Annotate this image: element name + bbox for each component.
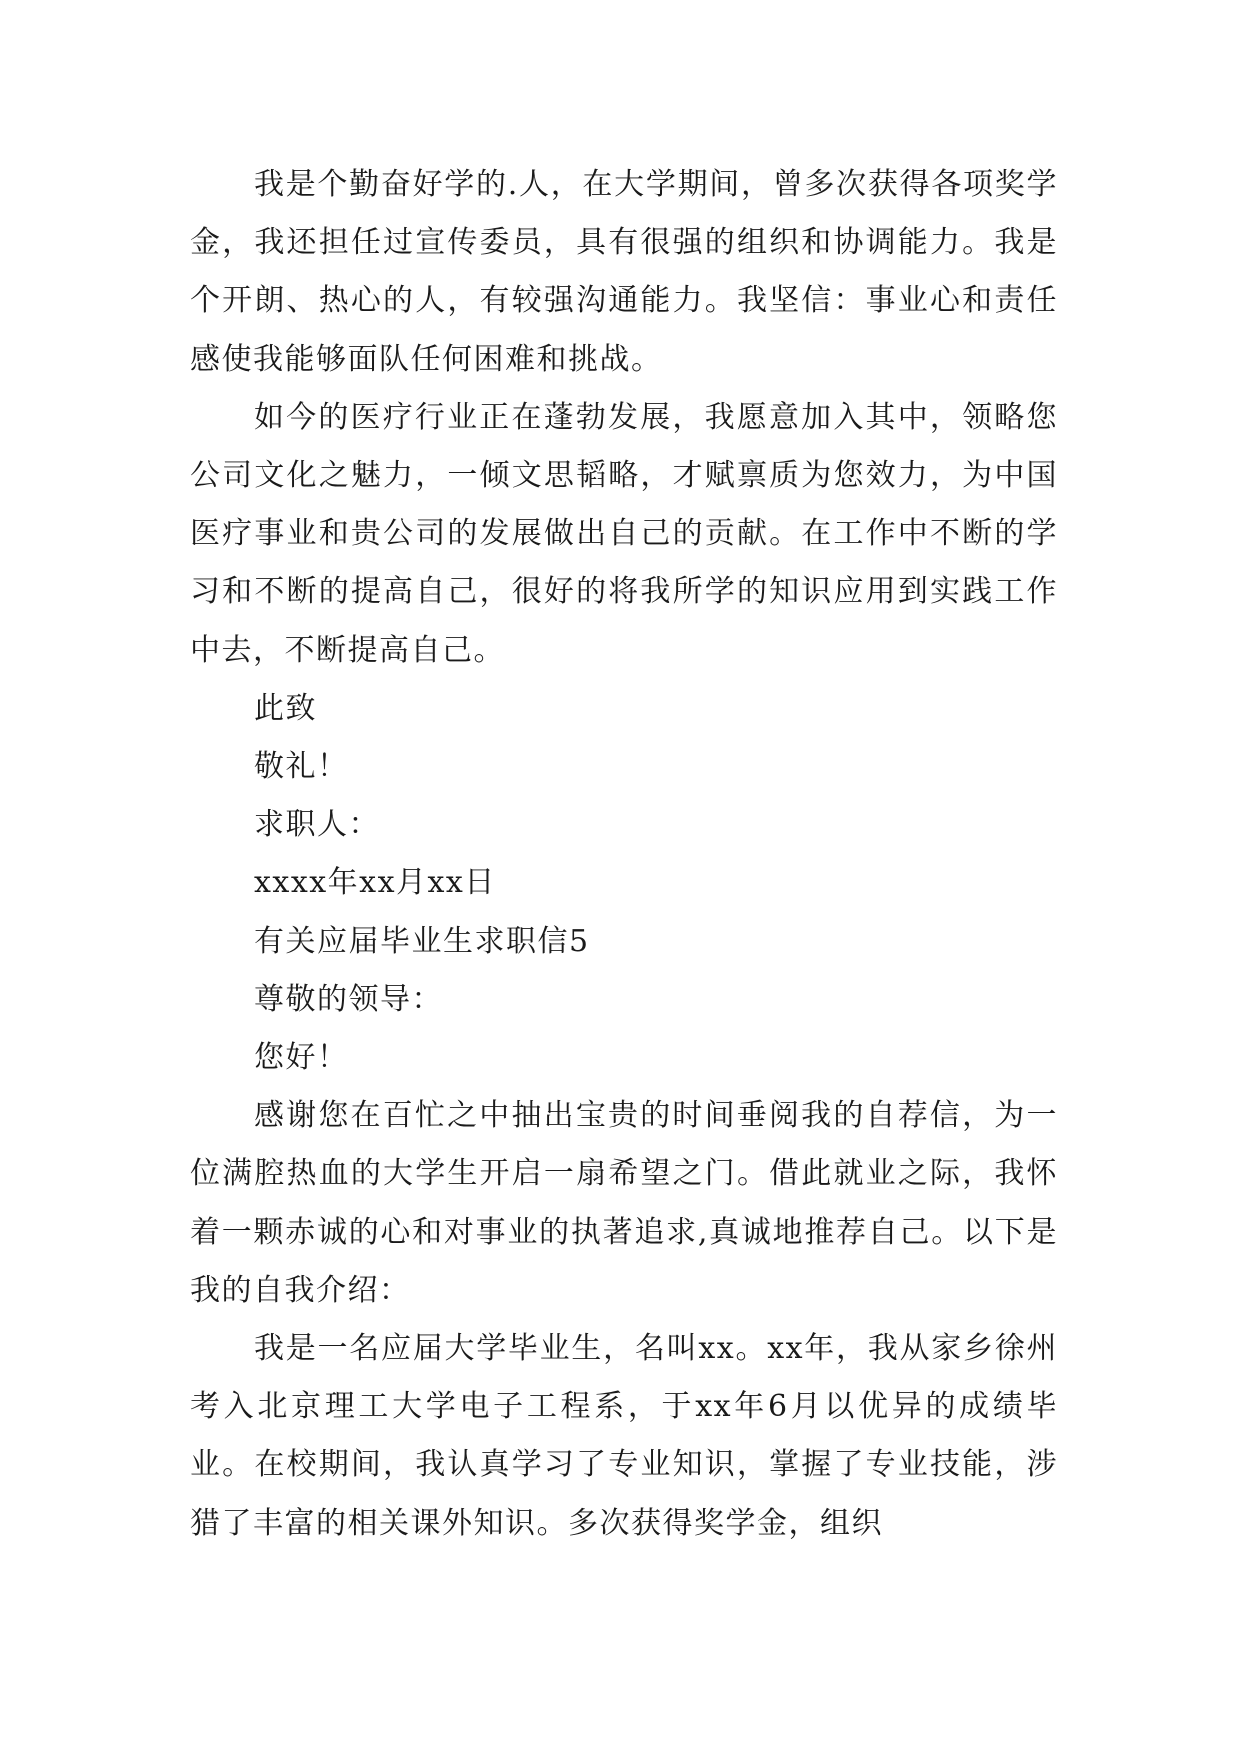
salutation-end: 敬礼！ <box>254 749 349 785</box>
paragraph-intro: 我是一名应届大学毕业生，名叫xx。xx年，我从家乡徐州考入北京理工大学电子工程系，于xx年6月以优异的成绩毕业。在校期间，我认真学习了专业知识，掌握了专业技能，涉猎了丰富的相关课外知识。多次获得奖学金，组织 <box>190 1331 1058 1541</box>
closing-text: 此致 <box>254 690 317 726</box>
hello-line: 您好！ <box>254 1040 349 1076</box>
paragraph-industry: 如今的医疗行业正在蓬勃发展，我愿意加入其中，领略您公司文化之魅力，一倾文思韬略，才赋禀质为您效力，为中国医疗事业和贵公司的发展做出自己的贡献。在工作中不断的学习和不断的提高自己，很好的将我所学的知识应用到实践工作中去，不断提高自己。 <box>190 399 1058 668</box>
paragraph-thanks: 感谢您在百忙之中抽出宝贵的时间垂阅我的自荐信，为一位满腔热血的大学生开启一扇希望之门。借此就业之际，我怀着一颗赤诚的心和对事业的执著追求,真诚地推荐自己。以下是我的自我介绍： <box>190 1098 1058 1308</box>
applicant-label: 求职人： <box>254 807 380 843</box>
greeting: 尊敬的领导： <box>254 981 443 1017</box>
paragraph-study: 我是个勤奋好学的.人，在大学期间，曾多次获得各项奖学金，我还担任过宣传委员，具有很强的组织和协调能力。我是个开朗、热心的人，有较强沟通能力。我坚信：事业心和责任感使我能够面队任何困难和挑战。 <box>190 167 1058 377</box>
letter-body <box>190 156 1058 1553</box>
date-line: xxxx年xx月xx日 <box>254 865 496 901</box>
section-title: 有关应届毕业生求职信5 <box>254 923 590 959</box>
